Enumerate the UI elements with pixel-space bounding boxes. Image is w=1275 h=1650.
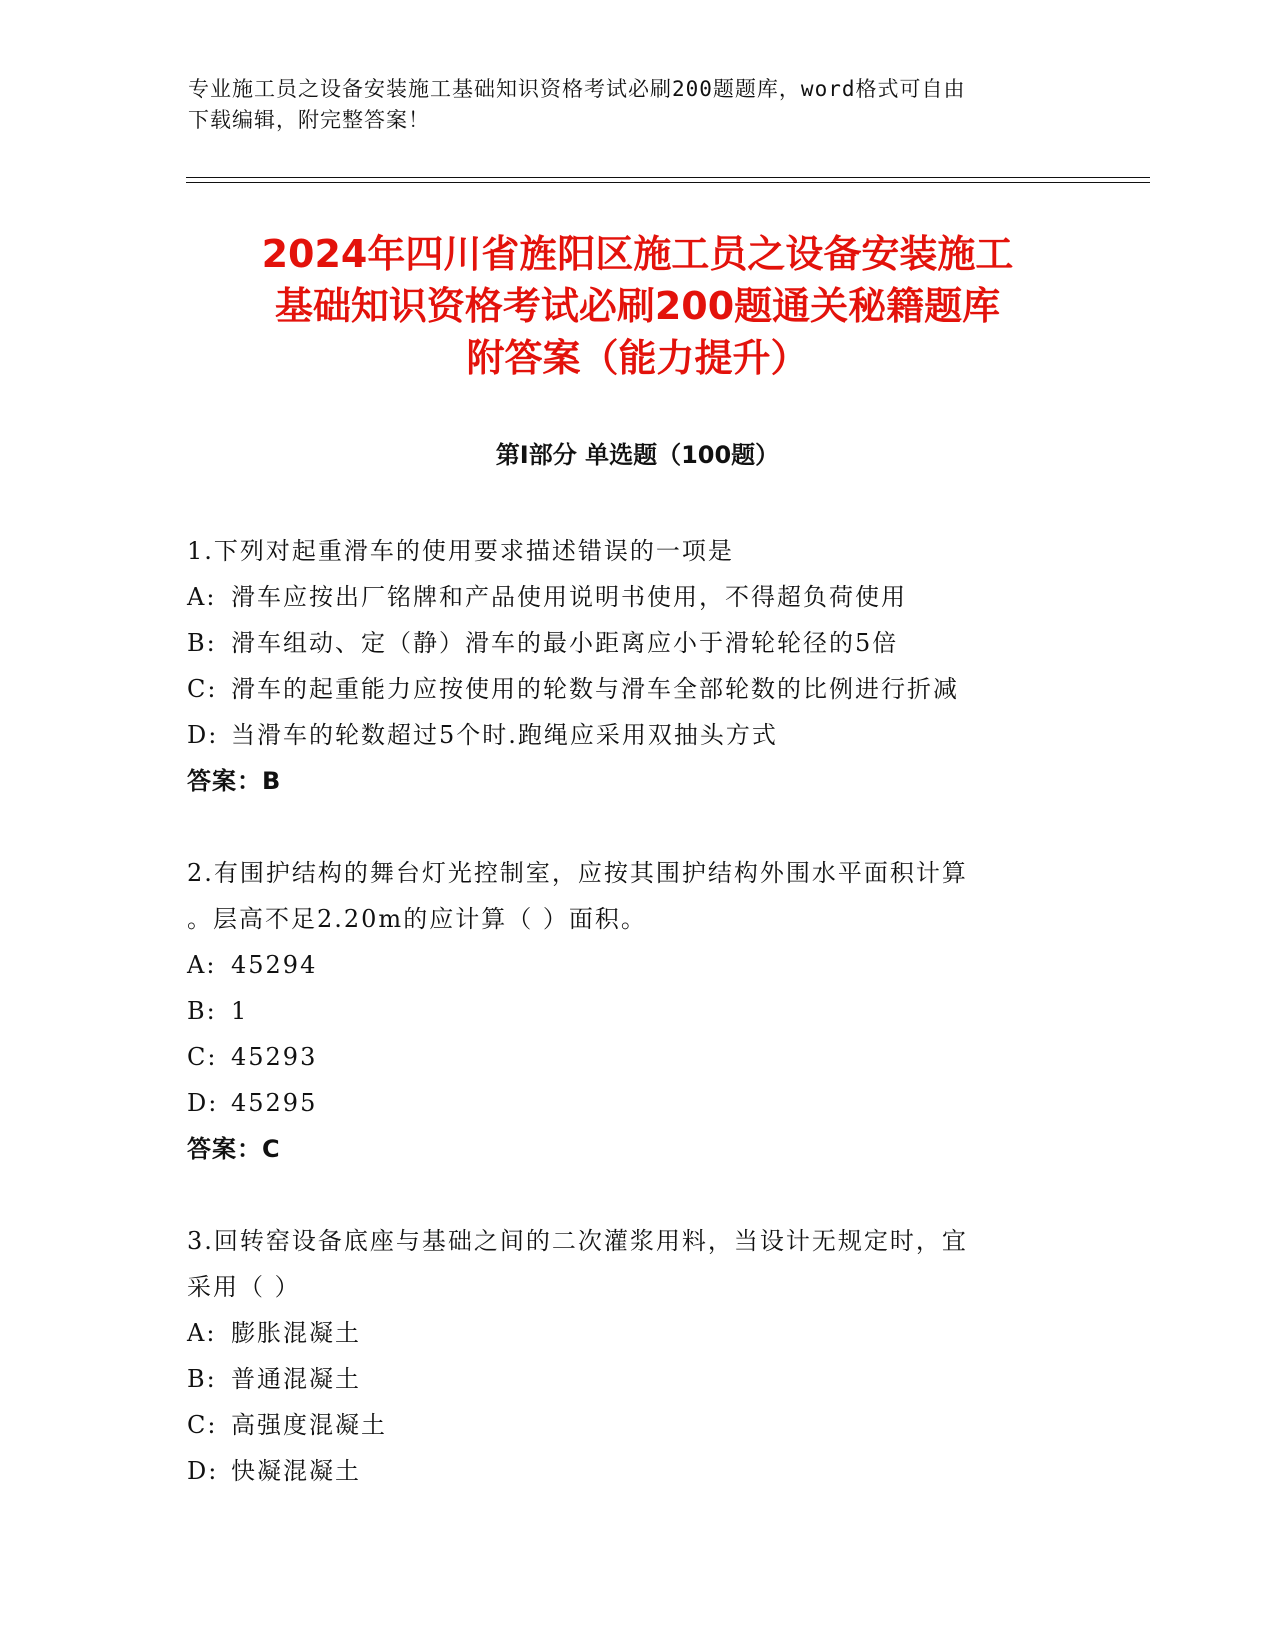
option-text: 滑车组动、定（静）滑车的最小距离应小于滑轮轮径的5倍 [231, 629, 899, 657]
option-a [187, 1310, 1067, 1356]
option-d [187, 1080, 1067, 1126]
option-text: 快凝混凝土 [231, 1457, 361, 1485]
option-a [187, 942, 1067, 988]
option-d [187, 1448, 1067, 1494]
option-b [187, 988, 1067, 1034]
option-text: 高强度混凝土 [231, 1411, 387, 1439]
option-a [187, 574, 1067, 620]
title-line: 2024年四川省旌阳区施工员之设备安装施工 [261, 232, 1014, 276]
answer: 答案：C [187, 1135, 281, 1163]
question-stem: 2.有围护结构的舞台灯光控制室，应按其围护结构外围水平面积计算 [187, 859, 968, 887]
option-text: 45295 [231, 1089, 318, 1117]
option-key: A: [187, 583, 217, 611]
option-d [187, 712, 1067, 758]
option-b [187, 1356, 1067, 1402]
option-c [187, 666, 1067, 712]
section-title: 第I部分 单选题（100题） [495, 441, 780, 469]
header-note [188, 74, 1068, 136]
question-stem: 。层高不足2.20m的应计算（ ）面积。 [187, 905, 647, 933]
option-c [187, 1402, 1067, 1448]
question-list [187, 528, 1067, 1540]
question [187, 850, 1067, 1172]
option-text: 45293 [231, 1043, 318, 1071]
option-key: D: [187, 1089, 219, 1117]
option-key: B: [187, 629, 217, 657]
option-key: D: [187, 1457, 219, 1485]
option-text: 膨胀混凝土 [231, 1319, 361, 1347]
option-text: 滑车应按出厂铭牌和产品使用说明书使用，不得超负荷使用 [231, 583, 907, 611]
option-c [187, 1034, 1067, 1080]
option-key: B: [187, 997, 217, 1025]
option-text: 滑车的起重能力应按使用的轮数与滑车全部轮数的比例进行折减 [231, 675, 959, 703]
option-text: 1 [231, 997, 249, 1025]
title-line: 附答案（能力提升） [466, 336, 809, 380]
question [187, 528, 1067, 804]
option-key: A: [187, 951, 217, 979]
document-title [120, 228, 1155, 384]
question-stem: 1.下列对起重滑车的使用要求描述错误的一项是 [187, 537, 734, 565]
option-b [187, 620, 1067, 666]
option-text: 普通混凝土 [231, 1365, 361, 1393]
header-divider [186, 182, 1150, 183]
option-key: C: [187, 675, 218, 703]
header-divider [186, 177, 1150, 178]
header-note-line: 下载编辑，附完整答案！ [188, 108, 430, 132]
option-text: 当滑车的轮数超过5个时.跑绳应采用双抽头方式 [231, 721, 778, 749]
option-key: C: [187, 1043, 218, 1071]
header-note-line: 专业施工员之设备安装施工基础知识资格考试必刷200题题库，word格式可自由 [188, 77, 966, 101]
option-key: D: [187, 721, 219, 749]
option-text: 45294 [231, 951, 318, 979]
option-key: C: [187, 1411, 218, 1439]
title-line: 基础知识资格考试必刷200题通关秘籍题库 [274, 284, 1001, 328]
question [187, 1218, 1067, 1494]
option-key: B: [187, 1365, 217, 1393]
question-stem: 3.回转窑设备底座与基础之间的二次灌浆用料，当设计无规定时，宜 [187, 1227, 968, 1255]
option-key: A: [187, 1319, 217, 1347]
question-stem: 采用（ ） [187, 1273, 301, 1301]
answer: 答案：B [187, 767, 282, 795]
